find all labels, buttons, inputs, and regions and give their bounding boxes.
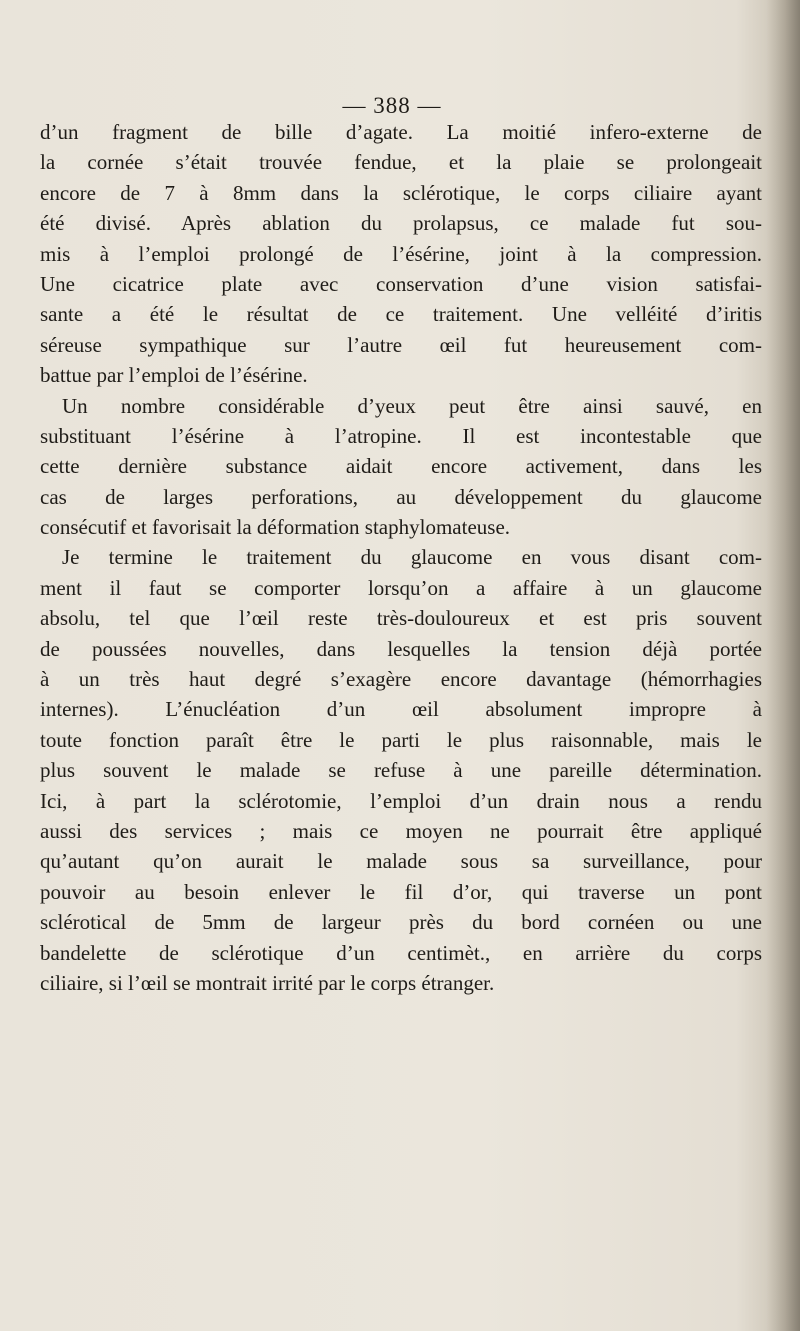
text-line: cas de larges perforations, au développement du glaucome — [40, 484, 762, 509]
text-line: cette dernière substance aidait encore activement, dans les — [40, 454, 762, 479]
body-text — [40, 117, 762, 998]
text-line: Une cicatrice plate avec conservation d’une vision satisfai- — [40, 271, 762, 296]
text-line: encore de 7 à 8mm dans la sclérotique, le corps ciliaire ayant — [40, 180, 762, 205]
text-line: été divisé. Après ablation du prolapsus, ce malade fut sou- — [40, 211, 762, 236]
page-number: — 388 — — [342, 93, 442, 118]
text-line: mis à l’emploi prolongé de l’ésérine, joint à la compression. — [40, 241, 762, 266]
text-line: plus souvent le malade se refuse à une pareille détermination. — [40, 758, 762, 783]
text-line: qu’autant qu’on aurait le malade sous sa surveillance, pour — [40, 849, 762, 874]
text-line: toute fonction paraît être le parti le plus raisonnable, mais le — [40, 727, 762, 752]
text-line: battue par l’emploi de l’ésérine. — [40, 363, 308, 388]
text-line: la cornée s’était trouvée fendue, et la plaie se prolongeait — [40, 150, 762, 175]
text-line: absolu, tel que l’œil reste très-douloureux et est pris souvent — [40, 606, 762, 631]
text-line: ciliaire, si l’œil se montrait irrité par le corps étranger. — [40, 970, 495, 995]
text-line: substituant l’ésérine à l’atropine. Il est incontestable que — [40, 423, 762, 448]
text-line: ment il faut se comporter lorsqu’on a affaire à un glaucome — [40, 575, 762, 600]
text-line: Un nombre considérable d’yeux peut être ainsi sauvé, en — [62, 393, 762, 418]
text-line: consécutif et favorisait la déformation staphylomateuse. — [40, 515, 511, 540]
page-edge-shadow — [766, 0, 800, 1331]
text-line: de poussées nouvelles, dans lesquelles la tension déjà portée — [40, 636, 762, 661]
text-line: Ici, à part la sclérotomie, l’emploi d’un drain nous a rendu — [40, 788, 762, 813]
text-line: aussi des services ; mais ce moyen ne pourrait être appliqué — [40, 818, 762, 843]
text-line: pouvoir au besoin enlever le fil d’or, qui traverse un pont — [40, 879, 762, 904]
text-line: d’un fragment de bille d’agate. La moitié infero-externe de — [40, 120, 762, 144]
text-line: bandelette de sclérotique d’un centimèt., en arrière du corps — [40, 940, 762, 965]
text-line: sante a été le résultat de ce traitement. Une velléité d’iritis — [40, 302, 762, 327]
text-line: sclérotical de 5mm de largeur près du bord cornéen ou une — [40, 910, 762, 935]
text-line: internes). L’énucléation d’un œil absolument impropre à — [40, 697, 762, 722]
text-line: séreuse sympathique sur l’autre œil fut heureusement com- — [40, 332, 762, 357]
text-line: Je termine le traitement du glaucome en vous disant com- — [62, 545, 762, 570]
text-line: à un très haut degré s’exagère encore davantage (hémorrhagies — [40, 667, 762, 692]
